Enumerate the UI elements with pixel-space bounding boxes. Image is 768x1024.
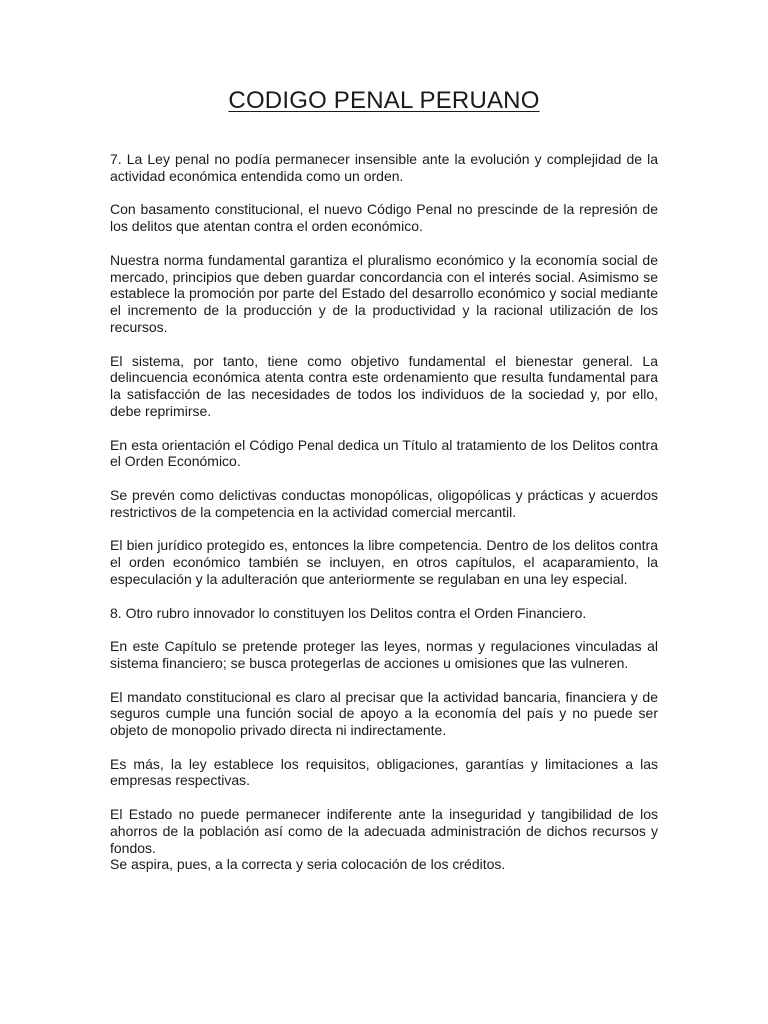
paragraph-7-intro: 7. La Ley penal no podía permanecer insensible ante la evolución y complejidad de la actividad económica entendida como un orden. [110, 151, 658, 184]
paragraph-constitutional-basis: Con basamento constitucional, el nuevo Código Penal no prescinde de la represión de los delitos que atentan contra el orden económico. [110, 201, 658, 235]
paragraph-monopolistic-conduct: Se prevén como delictivas conductas monopólicas, oligopólicas y prácticas y acuerdos restrictivos de la competencia en la actividad comercial mercantil. [110, 486, 658, 520]
document-body [110, 151, 658, 873]
paragraph-general-welfare: El sistema, por tanto, tiene como objetivo fundamental el bienestar general. La delincuencia económica atenta contra este ordenamiento que resulta fundamental para la satisfacción de las necesidades de todos los individuos de la sociedad y, por ello, debe reprimirse. [110, 352, 658, 419]
paragraph-free-competition: El bien jurídico protegido es, entonces la libre competencia. Dentro de los delitos contra el orden económico también se incluyen, en otros capítulos, el acaparamiento, la especulación y la adulteración que anteriormente se regulaban en una ley especial. [110, 537, 658, 587]
paragraph-8-financial-order: 8. Otro rubro innovador lo constituyen los Delitos contra el Orden Financiero. [110, 604, 587, 621]
paragraph-state-savings: El Estado no puede permanecer indiferente ante la inseguridad y tangibilidad de los ahorros de la población así como de la adecuada administración de dichos recursos y fondos. [110, 806, 658, 856]
document-title: CODIGO PENAL PERUANO [228, 87, 540, 114]
paragraph-law-requirements: Es más, la ley establece los requisitos, obligaciones, garantías y limitaciones a las empresas respectivas. [110, 755, 658, 789]
paragraph-credit-placement: Se aspira, pues, a la correcta y seria colocación de los créditos. [110, 856, 506, 873]
paragraph-financial-chapter: En este Capítulo se pretende proteger las leyes, normas y regulaciones vinculadas al sistema financiero; se busca protegerlas de acciones u omisiones que las vulneren. [110, 638, 658, 671]
paragraph-constitutional-mandate: El mandato constitucional es claro al precisar que la actividad bancaria, financiera y de seguros cumple una función social de apoyo a la economía del país y no puede ser objeto de monopolio privado directa ni indirectamente. [110, 688, 658, 739]
paragraph-economic-pluralism: Nuestra norma fundamental garantiza el pluralismo económico y la economía social de mercado, principios que deben guardar concordancia con el interés social. Asimismo se establece la promoción por parte del Estado del desarrollo económico y social mediante el incremento de la producción y de la productividad y la racional utilización de los recursos. [110, 251, 658, 335]
paragraph-economic-order-title: En esta orientación el Código Penal dedica un Título al tratamiento de los Delitos contra el Orden Económico. [110, 436, 658, 470]
